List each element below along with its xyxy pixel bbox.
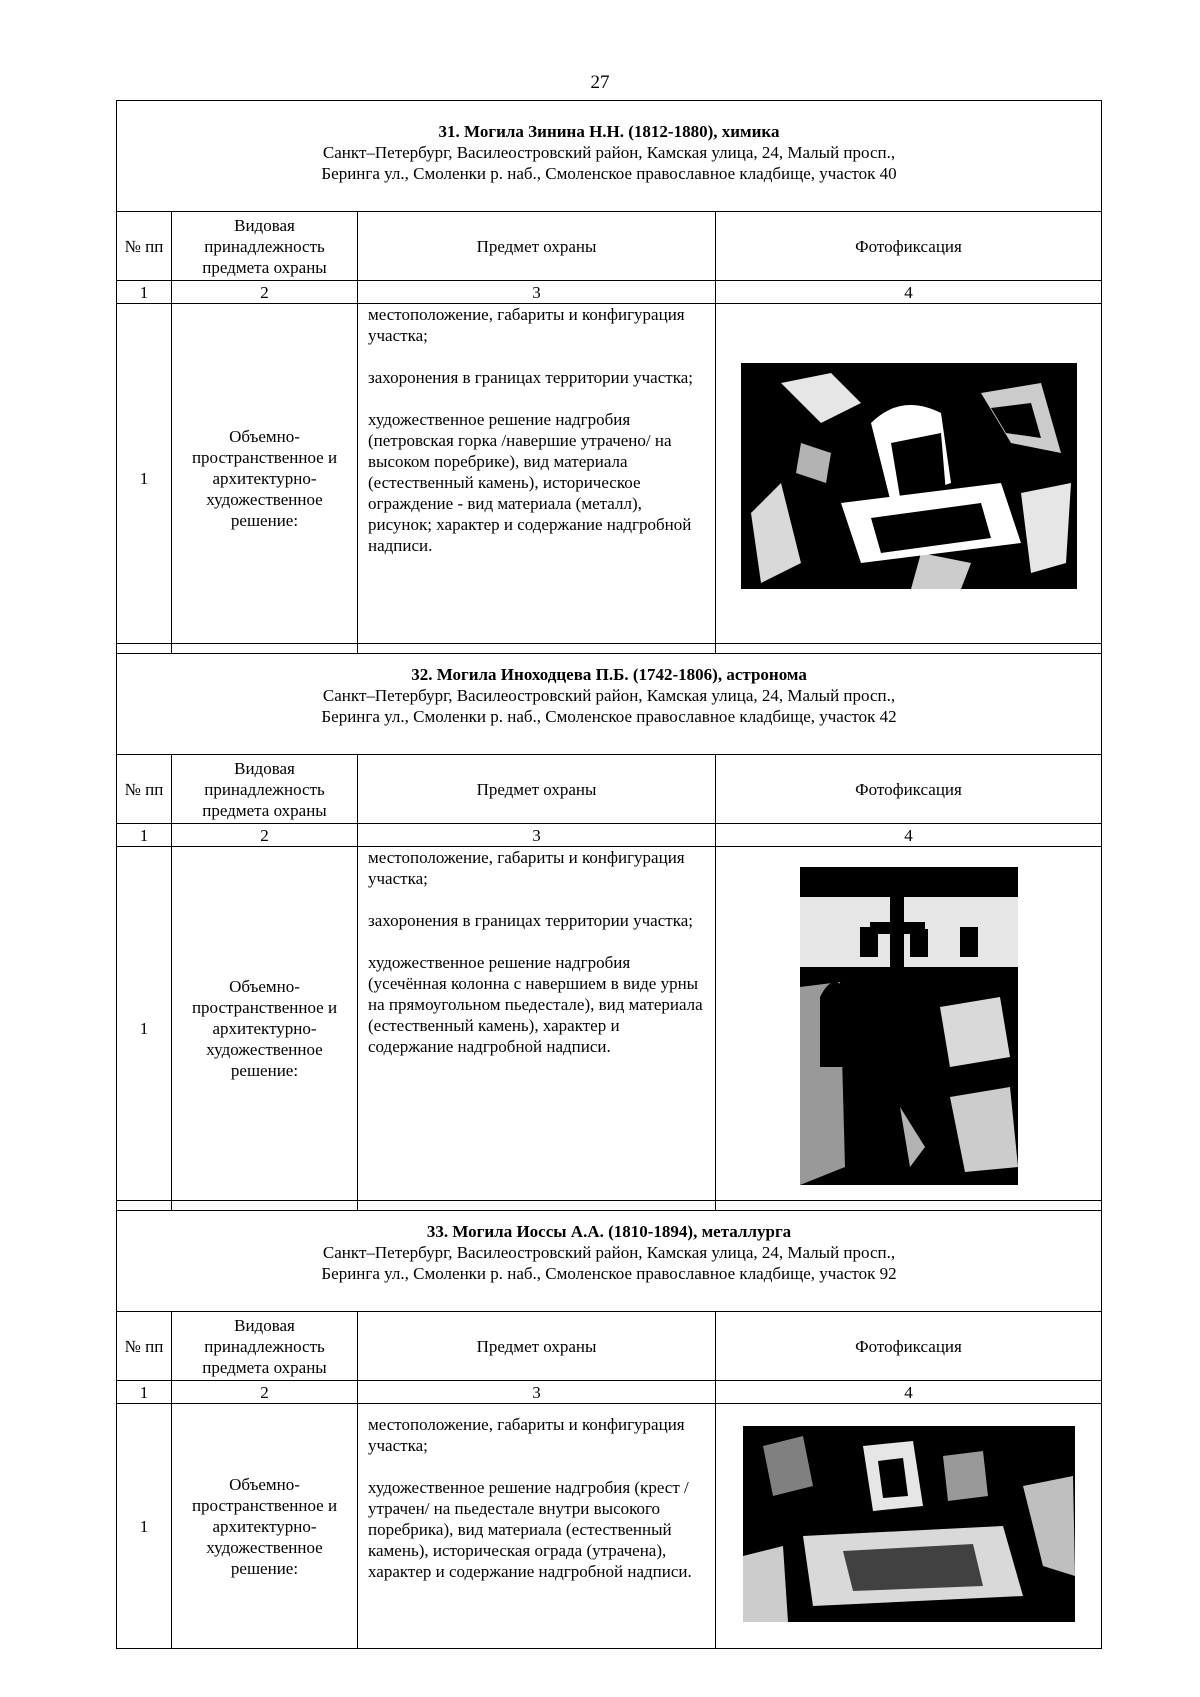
subject-item: художественное решение надгробия (усечённая колонна с навершием в виде урны на прямоугольном пьедестале), вид материала (естественный камень), характер и содержание надгробной надписи. [368, 953, 703, 1056]
protection-subject [358, 304, 716, 654]
column-number: 1 [117, 281, 172, 304]
column-number: 3 [358, 1381, 716, 1404]
header-type: Видовая принадлежность предмета охраны [172, 212, 358, 281]
header-photo: Фотофиксация [716, 212, 1102, 281]
section-title [117, 644, 1102, 755]
protection-subject [358, 1404, 716, 1649]
column-number: 2 [172, 824, 358, 847]
row-number: 1 [117, 304, 172, 654]
subject-item: захоронения в границах территории участка; [368, 368, 693, 387]
column-number: 4 [716, 824, 1102, 847]
table-row [117, 1404, 1102, 1649]
column-number: 4 [716, 1381, 1102, 1404]
section-title [117, 101, 1102, 212]
photo-cell [716, 847, 1102, 1211]
header-subject: Предмет охраны [358, 1312, 716, 1381]
section-32 [116, 643, 1101, 1211]
photo-cell [716, 1404, 1102, 1649]
address-line-2: Беринга ул., Смоленки р. наб., Смоленское православное кладбище, участок 40 [321, 164, 897, 183]
table-row [117, 847, 1102, 1211]
grave-photo-image [743, 1426, 1075, 1622]
column-number: 3 [358, 824, 716, 847]
page-number: 27 [590, 72, 610, 93]
header-type: Видовая принадлежность предмета охраны [172, 755, 358, 824]
subject-item: местоположение, габариты и конфигурация участка; [368, 848, 685, 888]
header-number: № пп [117, 212, 172, 281]
header-number: № пп [117, 1312, 172, 1381]
column-number-row [117, 824, 1102, 847]
subject-item: местоположение, габариты и конфигурация участка; [368, 305, 685, 345]
subject-item: художественное решение надгробия (крест /утрачен/ на пьедестале внутри высокого поребрика), вид материала (естественный камень), историческая ограда (утрачена), характер и содержание надгробной надписи. [368, 1478, 692, 1581]
section-heading: 32. Могила Иноходцева П.Б. (1742-1806), астронома [411, 665, 807, 684]
monument-table [116, 643, 1102, 1211]
column-number: 1 [117, 1381, 172, 1404]
header-subject: Предмет охраны [358, 755, 716, 824]
photo-cell [716, 304, 1102, 654]
section-33 [116, 1200, 1101, 1649]
header-photo: Фотофиксация [716, 755, 1102, 824]
section-title [117, 1201, 1102, 1312]
header-row [117, 755, 1102, 824]
column-number: 4 [716, 281, 1102, 304]
column-number-row [117, 1381, 1102, 1404]
grave-photo-31 [741, 363, 1077, 589]
column-number: 2 [172, 1381, 358, 1404]
column-number: 1 [117, 824, 172, 847]
protection-subject [358, 847, 716, 1211]
header-photo: Фотофиксация [716, 1312, 1102, 1381]
table-row [117, 304, 1102, 654]
row-number: 1 [117, 1404, 172, 1649]
grave-photo-image [741, 363, 1077, 589]
subject-item: захоронения в границах территории участка; [368, 911, 693, 930]
protection-type: Объемно-пространственное и архитектурно-художественное решение: [172, 847, 358, 1211]
header-number: № пп [117, 755, 172, 824]
header-row [117, 212, 1102, 281]
section-31 [116, 100, 1101, 654]
column-number: 2 [172, 281, 358, 304]
subject-item: местоположение, габариты и конфигурация участка; [368, 1415, 685, 1455]
grave-photo-image [800, 867, 1018, 1185]
address-line-1: Санкт–Петербург, Василеостровский район, Камская улица, 24, Малый просп., [322, 143, 896, 162]
header-subject: Предмет охраны [358, 212, 716, 281]
monument-table [116, 1200, 1102, 1649]
address-line-2: Беринга ул., Смоленки р. наб., Смоленское православное кладбище, участок 42 [321, 707, 897, 726]
row-number: 1 [117, 847, 172, 1211]
address-line-1: Санкт–Петербург, Василеостровский район, Камская улица, 24, Малый просп., [322, 1243, 896, 1262]
grave-photo-33 [743, 1426, 1075, 1622]
column-number: 3 [358, 281, 716, 304]
section-heading: 31. Могила Зинина Н.Н. (1812-1880), химика [438, 122, 780, 141]
protection-type: Объемно-пространственное и архитектурно-художественное решение: [172, 304, 358, 654]
header-row [117, 1312, 1102, 1381]
grave-photo-32 [800, 867, 1018, 1185]
address-line-2: Беринга ул., Смоленки р. наб., Смоленское православное кладбище, участок 92 [321, 1264, 897, 1283]
subject-item: художественное решение надгробия (петровская горка /навершие утрачено/ на высоком поребрике), вид материала (естественный камень), историческое ограждение - вид материала (металл), рисунок; характер и содержание надгробной надписи. [368, 410, 692, 555]
column-number-row [117, 281, 1102, 304]
header-type: Видовая принадлежность предмета охраны [172, 1312, 358, 1381]
section-heading: 33. Могила Иоссы А.А. (1810-1894), металлурга [426, 1222, 792, 1241]
address-line-1: Санкт–Петербург, Василеостровский район, Камская улица, 24, Малый просп., [322, 686, 896, 705]
protection-type: Объемно-пространственное и архитектурно-художественное решение: [172, 1404, 358, 1649]
monument-table [116, 100, 1102, 654]
